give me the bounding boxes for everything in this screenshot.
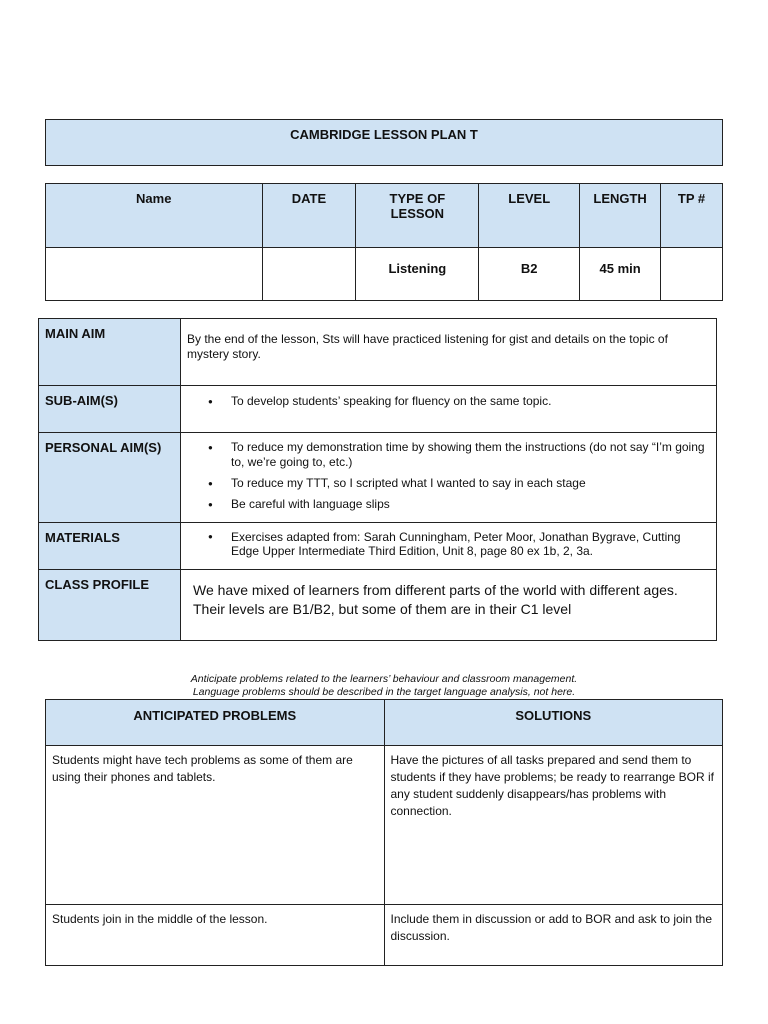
class-profile-text: We have mixed of learners from different parts of the world with different ages. Their levels are B1/B2, but some of them are in their C1 level: [181, 570, 717, 641]
personal-aims-label: PERSONAL AIM(S): [39, 433, 181, 523]
sub-aims-row: [39, 386, 717, 433]
col-anticipated-problems: ANTICIPATED PROBLEMS: [46, 700, 385, 746]
main-aim-row: [39, 319, 717, 386]
problem-cell: Students join in the middle of the lesson.: [46, 905, 385, 966]
list-item: ● To develop students’ speaking for fluency on the same topic.: [231, 394, 708, 409]
lesson-header-table: [45, 183, 723, 301]
table-row: [46, 905, 723, 966]
list-item: ● Exercises adapted from: Sarah Cunningham, Peter Moor, Jonathan Bygrave, Cutting Edge Upper Intermediate Third Edition, Unit 8, page 80 ex 1b, 2, 3a.: [231, 530, 708, 558]
main-aim-text: By the end of the lesson, Sts will have practiced listening for gist and details on the topic of mystery story.: [181, 319, 717, 386]
header-labels-row: [46, 184, 723, 248]
value-date: [262, 248, 356, 301]
lesson-plan-title: CAMBRIDGE LESSON PLAN T: [45, 119, 723, 166]
problems-table: [45, 699, 723, 966]
personal-aims-list: [187, 440, 708, 512]
materials-row: [39, 523, 717, 570]
header-values-row: [46, 248, 723, 301]
solution-cell: Have the pictures of all tasks prepared and send them to students if they have problems; be ready to rearrange BOR if any student suddenly disappears/has problems with connection.: [384, 746, 723, 905]
col-level: LEVEL: [479, 184, 580, 248]
note-behaviour: Anticipate problems related to the learners’ behaviour and classroom management.: [190, 673, 578, 685]
materials-label: MATERIALS: [39, 523, 181, 570]
col-type-of-lesson: TYPE OF LESSON: [356, 184, 479, 248]
class-profile-row: [39, 570, 717, 641]
col-name: Name: [46, 184, 263, 248]
list-item: ● To reduce my TTT, so I scripted what I wanted to say in each stage: [231, 476, 708, 491]
value-type-of-lesson: Listening: [356, 248, 479, 301]
materials-list: [187, 530, 708, 558]
personal-aims-row: [39, 433, 717, 523]
value-length: 45 min: [580, 248, 661, 301]
problem-cell: Students might have tech problems as some of them are using their phones and tablets.: [46, 746, 385, 905]
aims-table: [38, 318, 717, 641]
table-row: [46, 746, 723, 905]
col-tp: TP #: [661, 184, 723, 248]
solution-cell: Include them in discussion or add to BOR and ask to join the discussion.: [384, 905, 723, 966]
col-length: LENGTH: [580, 184, 661, 248]
value-name: [46, 248, 263, 301]
col-solutions: SOLUTIONS: [384, 700, 723, 746]
col-date: DATE: [262, 184, 356, 248]
personal-aim-text: To reduce my demonstration time by showing them the instructions (do not say “I’m going to, we’re going to, etc.): [231, 440, 705, 469]
sub-aims-label: SUB-AIM(S): [39, 386, 181, 433]
value-tp: [661, 248, 723, 301]
problems-header-row: [46, 700, 723, 746]
main-aim-label: MAIN AIM: [39, 319, 181, 386]
note-language: Language problems should be described in the target language analysis, not here.: [192, 686, 576, 698]
value-level: B2: [479, 248, 580, 301]
class-profile-label: CLASS PROFILE: [39, 570, 181, 641]
list-item: [231, 440, 708, 470]
sub-aims-list: [187, 394, 708, 409]
list-item: ● Be careful with language slips: [231, 497, 708, 512]
